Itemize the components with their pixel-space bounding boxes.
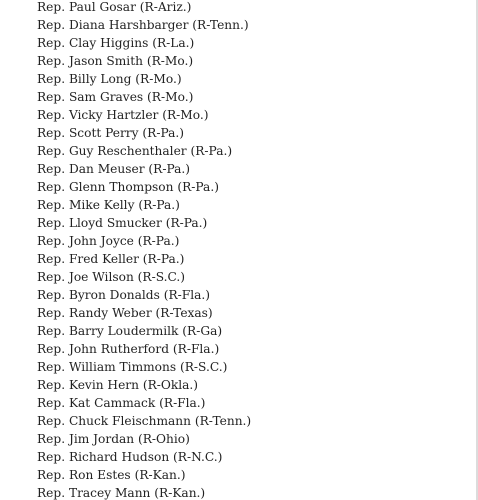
list-item: Rep. Richard Hudson (R-N.C.) <box>37 450 223 464</box>
list-item: Rep. Paul Gosar (R-Ariz.) <box>37 0 192 14</box>
list-item: Rep. William Timmons (R-S.C.) <box>37 360 228 374</box>
list-item: Rep. Byron Donalds (R-Fla.) <box>37 288 211 302</box>
list-item: Rep. Sam Graves (R-Mo.) <box>37 90 194 104</box>
list-item: Rep. Dan Meuser (R-Pa.) <box>37 162 191 176</box>
list-item: Rep. Clay Higgins (R-La.) <box>37 36 195 50</box>
list-item: Rep. Jim Jordan (R-Ohio) <box>37 432 190 446</box>
list-item: Rep. Joe Wilson (R-S.C.) <box>37 270 186 284</box>
list-item: Rep. Billy Long (R-Mo.) <box>37 72 182 86</box>
list-item: Rep. Tracey Mann (R-Kan.) <box>37 486 206 500</box>
list-item: Rep. Vicky Hartzler (R-Mo.) <box>37 108 209 122</box>
list-item: Rep. Mike Kelly (R-Pa.) <box>37 198 180 212</box>
list-item: Rep. Fred Keller (R-Pa.) <box>37 252 185 266</box>
list-item: Rep. John Rutherford (R-Fla.) <box>37 342 220 356</box>
list-item: Rep. Lloyd Smucker (R-Pa.) <box>37 216 208 230</box>
list-item: Rep. Jason Smith (R-Mo.) <box>37 54 194 68</box>
list-item: Rep. John Joyce (R-Pa.) <box>37 234 180 248</box>
list-item: Rep. Kevin Hern (R-Okla.) <box>37 378 199 392</box>
list-item: Rep. Barry Loudermilk (R-Ga) <box>37 324 223 338</box>
list-item: Rep. Kat Cammack (R-Fla.) <box>37 396 206 410</box>
list-item: Rep. Guy Reschenthaler (R-Pa.) <box>37 144 233 158</box>
list-item: Rep. Scott Perry (R-Pa.) <box>37 126 184 140</box>
list-item: Rep. Glenn Thompson (R-Pa.) <box>37 180 219 194</box>
representatives-list <box>37 0 251 500</box>
list-item: Rep. Randy Weber (R-Texas) <box>37 306 213 320</box>
list-item: Rep. Diana Harshbarger (R-Tenn.) <box>37 18 249 32</box>
list-item: Rep. Ron Estes (R-Kan.) <box>37 468 186 482</box>
list-item: Rep. Chuck Fleischmann (R-Tenn.) <box>37 414 252 428</box>
